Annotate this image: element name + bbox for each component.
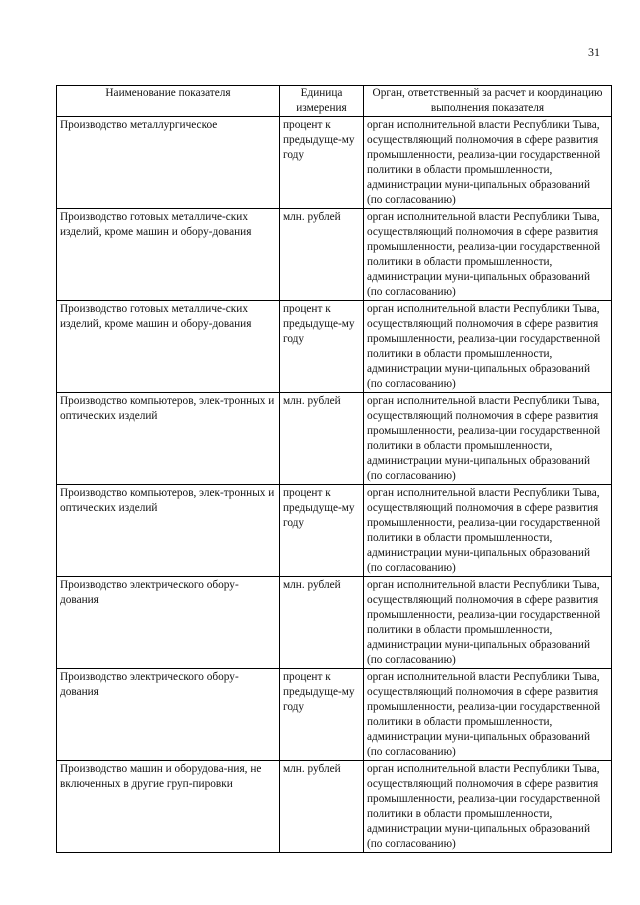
indicator-name-cell: Производство металлургическое [57, 117, 280, 209]
indicator-name-cell: Производство машин и оборудова-ния, не включенных в другие груп-пировки [57, 761, 280, 853]
unit-cell: млн. рублей [280, 393, 364, 485]
indicator-name-cell: Производство электрического обору-дования [57, 577, 280, 669]
table-row [57, 669, 612, 761]
unit-cell: процент к предыдуще-му году [280, 485, 364, 577]
authority-cell: орган исполнительной власти Республики Тыва, осуществляющий полномочия в сфере развития промышленности, реализа-ции государственной политики в области промышленности, администрации муни-ципальных образований (по согласованию) [364, 485, 612, 577]
table-row [57, 393, 612, 485]
authority-cell: орган исполнительной власти Республики Тыва, осуществляющий полномочия в сфере развития промышленности, реализа-ции государственной политики в области промышленности, администрации муни-ципальных образований (по согласованию) [364, 117, 612, 209]
table-row [57, 301, 612, 393]
header-responsible-authority: Орган, ответственный за расчет и координацию выполнения показателя [364, 86, 612, 117]
page-number: 31 [588, 45, 600, 59]
table-row [57, 761, 612, 853]
indicators-table [56, 85, 612, 853]
unit-cell: млн. рублей [280, 209, 364, 301]
unit-cell: млн. рублей [280, 761, 364, 853]
table-row [57, 577, 612, 669]
indicator-name-cell: Производство компьютеров, элек-тронных и оптических изделий [57, 485, 280, 577]
authority-cell: орган исполнительной власти Республики Тыва, осуществляющий полномочия в сфере развития промышленности, реализа-ции государственной политики в области промышленности, администрации муни-ципальных образований (по согласованию) [364, 669, 612, 761]
header-row [57, 86, 612, 117]
unit-cell: процент к предыдуще-му году [280, 117, 364, 209]
indicator-name-cell: Производство готовых металличе-ских изделий, кроме машин и обору-дования [57, 209, 280, 301]
unit-cell: млн. рублей [280, 577, 364, 669]
authority-cell: орган исполнительной власти Республики Тыва, осуществляющий полномочия в сфере развития промышленности, реализа-ции государственной политики в области промышленности, администрации муни-ципальных образований (по согласованию) [364, 301, 612, 393]
table-body [57, 117, 612, 853]
header-unit: Единица измерения [280, 86, 364, 117]
indicator-name-cell: Производство компьютеров, элек-тронных и оптических изделий [57, 393, 280, 485]
unit-cell: процент к предыдуще-му году [280, 669, 364, 761]
unit-cell: процент к предыдуще-му году [280, 301, 364, 393]
authority-cell: орган исполнительной власти Республики Тыва, осуществляющий полномочия в сфере развития промышленности, реализа-ции государственной политики в области промышленности, администрации муни-ципальных образований (по согласованию) [364, 577, 612, 669]
authority-cell: орган исполнительной власти Республики Тыва, осуществляющий полномочия в сфере развития промышленности, реализа-ции государственной политики в области промышленности, администрации муни-ципальных образований (по согласованию) [364, 761, 612, 853]
table-header [57, 86, 612, 117]
table-row [57, 117, 612, 209]
table-row [57, 209, 612, 301]
indicator-name-cell: Производство готовых металличе-ских изделий, кроме машин и обору-дования [57, 301, 280, 393]
authority-cell: орган исполнительной власти Республики Тыва, осуществляющий полномочия в сфере развития промышленности, реализа-ции государственной политики в области промышленности, администрации муни-ципальных образований (по согласованию) [364, 209, 612, 301]
authority-cell: орган исполнительной власти Республики Тыва, осуществляющий полномочия в сфере развития промышленности, реализа-ции государственной политики в области промышленности, администрации муни-ципальных образований (по согласованию) [364, 393, 612, 485]
header-indicator-name: Наименование показателя [57, 86, 280, 117]
indicator-name-cell: Производство электрического обору-дования [57, 669, 280, 761]
table-row [57, 485, 612, 577]
